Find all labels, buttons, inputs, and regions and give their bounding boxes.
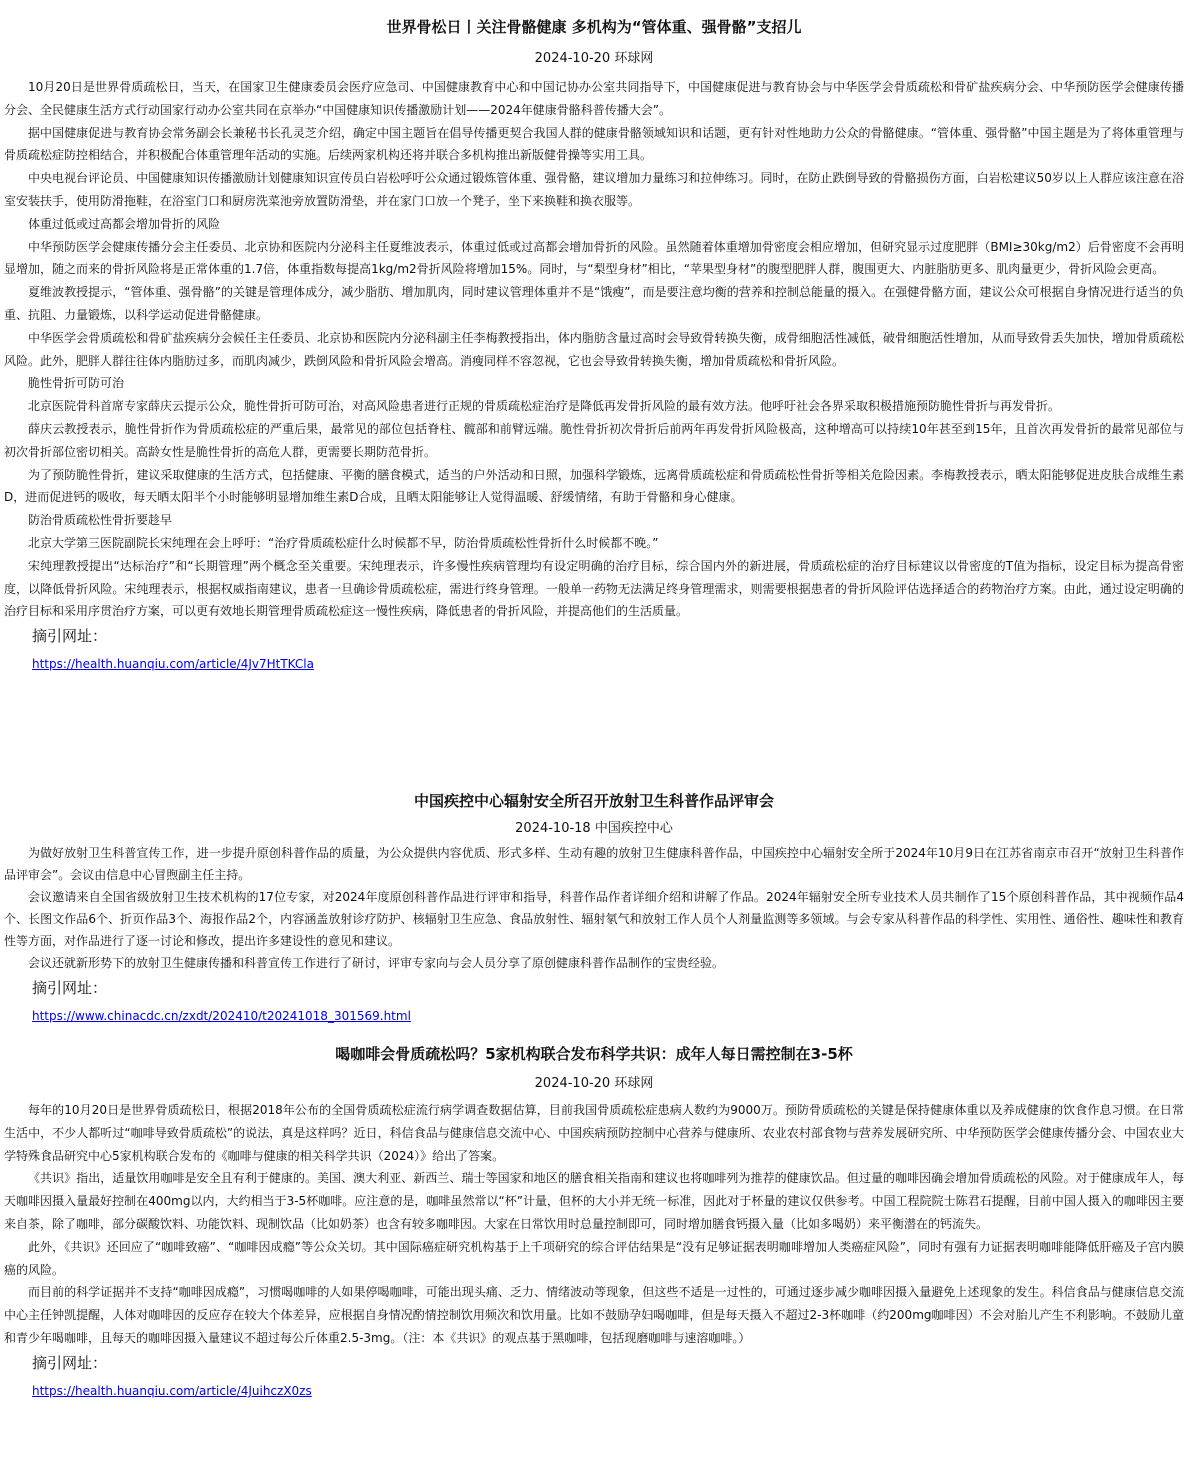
paragraph: 此外，《共识》还回应了“咖啡致癌”、“咖啡因成瘾”等公众关切。其中国际癌症研究机构基于上千项研究的综合评估结果是“没有足够证据表明咖啡增加人类癌症风险”，同时有强有力证据表明咖啡能降低肝癌及子宫内膜癌的风险。: [4, 1239, 1184, 1277]
paragraph: 夏维波教授提示，“管体重、强骨骼”的关键是管理体成分，减少脂肪、增加肌肉，同时建议管理体重并不是“饿瘦”，而是要注意均衡的营养和控制总能量的摄入。在强健骨骼方面，建议公众可根据自身情况进行适当的负重、抗阻、力量锻炼，以科学运动促进骨骼健康。: [4, 285, 1184, 322]
paragraph: 中央电视台评论员、中国健康知识传播激励计划健康知识宣传员白岩松呼吁公众通过锻炼管体重、强骨骼，建议增加力量练习和拉伸练习。同时，在防止跌倒导致的骨骼损伤方面，白岩松建议50岁以上人群应该注意在浴室安装扶手，使用防滑拖鞋，在浴室门口和厨房洗菜池旁放置防滑垫，并在家门口放一个凳子，坐下来换鞋和换衣服等。: [4, 171, 1184, 208]
article-meta: 2024-10-20 环球网: [534, 1076, 654, 1091]
paragraph: 为了预防脆性骨折，建议采取健康的生活方式，包括健康、平衡的膳食模式，适当的户外活动和日照，加强科学锻炼，远离骨质疏松症和骨质疏松性骨折等相关危险因素。李梅教授表示，晒太阳能够促进皮肤合成维生素D，进而促进钙的吸收，每天晒太阳半个小时能够明显增加维生素D合成，且晒太阳能够让人觉得温暖、舒缓情绪，有助于骨骼和身心健康。: [4, 467, 1184, 505]
article-osteoporosis-day: [4, 16, 1184, 675]
article-title: 喝咖啡会骨质疏松吗？5家机构联合发布科学共识：成年人每日需控制在3-5杯: [335, 1045, 853, 1063]
source-link[interactable]: https://health.huanqiu.com/article/4Jv7HtTKCla: [32, 657, 314, 672]
source-label: 摘引网址：: [32, 1353, 108, 1372]
article-meta: 2024-10-18 中国疾控中心: [515, 821, 673, 836]
source-label: 摘引网址：: [32, 979, 108, 997]
paragraph: 为做好放射卫生科普宣传工作，进一步提升原创科普作品的质量，为公众提供内容优质、形式多样、生动有趣的放射卫生健康科普作品，中国疾控中心辐射安全所于2024年10月9日在江苏省南京市召开“放射卫生科普作品评审会”。会议由信息中心冒煦副主任主持。: [4, 846, 1184, 882]
source-link[interactable]: https://www.chinacdc.cn/zxdt/202410/t20241018_301569.html: [32, 1009, 411, 1023]
paragraph: 中华预防医学会健康传播分会主任委员、北京协和医院内分泌科主任夏维波表示，体重过低或过高都会增加骨折的风险。虽然随着体重增加骨密度会相应增加，但研究显示过度肥胖（BMI≥30kg/m2）后骨密度不会再明显增加，随之而来的骨折风险将是正常体重的1.7倍，体重指数每提高1kg/m2骨折风险将增加15%。同时，与“梨型身材”相比，“苹果型身材”的腹型肥胖人群，腹围更大、内脏脂肪更多、肌肉量更少，骨折风险会更高。: [4, 239, 1184, 277]
paragraph: 薛庆云教授表示，脆性骨折作为骨质疏松症的严重后果，最常见的部位包括脊柱、髋部和前臂远端。脆性骨折初次骨折后前两年再发骨折风险极高，这种增高可以持续10年甚至到15年，且首次再发骨折的最常见部位与初次骨折部位密切相关。高龄女性是脆性骨折的高危人群，更需要长期防范骨折。: [4, 421, 1184, 459]
source-label: 摘引网址：: [32, 627, 108, 646]
article-body: [4, 1099, 1184, 1350]
section-heading: 防治骨质疏松性骨折要趁早: [28, 513, 173, 528]
section-heading: 脆性骨折可防可治: [28, 376, 125, 391]
paragraph: 《共识》指出，适量饮用咖啡是安全且有利于健康的。美国、澳大利亚、新西兰、瑞士等国家和地区的膳食相关指南和建议也将咖啡列为推荐的健康饮品。但过量的咖啡因确会增加骨质疏松的风险。对于健康成年人，每天咖啡因摄入量最好控制在400mg以内，大约相当于3-5杯咖啡。应注意的是，咖啡虽然常以“杯”计量，但杯的大小并无统一标准，因此对于杯量的建议仅供参考。中国工程院院士陈君石提醒，目前中国人摄入的咖啡因主要来自茶，除了咖啡，部分碳酸饮料、功能饮料、现制饮品（比如奶茶）也含有较多咖啡因。大家在日常饮用时总量控制即可，同时增加膳食钙摄入量（比如多喝奶）来平衡潜在的钙流失。: [4, 1171, 1184, 1231]
article-cdc-review: [4, 790, 1184, 1027]
paragraph: 而目前的科学证据并不支持“咖啡因成瘾”，习惯喝咖啡的人如果停喝咖啡，可能出现头痛、乏力、情绪波动等现象，但这些不适是一过性的，可通过逐步减少咖啡因摄入量避免上述现象的发生。科信食品与健康信息交流中心主任钟凯提醒，人体对咖啡因的反应存在较大个体差异，应根据自身情况酌情控制饮用频次和饮用量。比如不鼓励孕妇喝咖啡，但是每天摄入不超过2-3杯咖啡（约200mg咖啡因）不会对胎儿产生不利影响。不鼓励儿童和青少年喝咖啡，且每天的咖啡因摄入量建议不超过每公斤体重2.5-3mg。（注：本《共识》的观点基于黑咖啡，包括现磨咖啡与速溶咖啡。）: [4, 1285, 1184, 1345]
paragraph: 会议还就新形势下的放射卫生健康传播和科普宣传工作进行了研讨，评审专家向与会人员分享了原创健康科普作品制作的宝贵经验。: [28, 956, 725, 970]
paragraph: 宋纯理教授提出“达标治疗”和“长期管理”两个概念至关重要。宋纯理表示，许多慢性疾病管理均有设定明确的治疗目标，综合国内外的新进展，骨质疏松症的治疗目标建议以骨密度的T值为指标，设定目标为提高骨密度，以降低骨折风险。宋纯理表示，根据权威指南建议，患者一旦确诊骨质疏松症，需进行终身管理。一般单一药物无法满足终身管理需求，则需要根据患者的骨折风险评估选择适合的药物治疗方案。由此，通过设定明确的治疗目标和采用序贯治疗方案，可以更有效地长期管理骨质疏松症这一慢性疾病，降低患者的骨折风险，并提高他们的生活质量。: [4, 558, 1184, 619]
paragraph: 10月20日是世界骨质疏松日，当天，在国家卫生健康委员会医疗应急司、中国健康教育中心和中国记协办公室共同指导下，中国健康促进与教育协会与中华医学会骨质疏松和骨矿盐疾病分会、中华预防医学会健康传播分会、全民健康生活方式行动国家行动办公室共同在京举办“中国健康知识传播激励计划——2024年健康骨骼科普传播大会”。: [4, 80, 1184, 117]
article-body: [4, 842, 1184, 974]
article-body: [4, 76, 1184, 623]
article-title: 世界骨松日丨关注骨骼健康 多机构为“管体重、强骨骼”支招儿: [386, 18, 802, 36]
paragraph: 北京医院骨科首席专家薛庆云提示公众，脆性骨折可防可治，对高风险患者进行正规的骨质疏松症治疗是降低再发骨折风险的最有效方法。他呼吁社会各界采取积极措施预防脆性骨折与再发骨折。: [28, 399, 1061, 414]
source-link[interactable]: https://health.huanqiu.com/article/4JuihczX0zs: [32, 1383, 312, 1398]
paragraph: 会议邀请来自全国省级放射卫生技术机构的17位专家，对2024年度原创科普作品进行评审和指导，科普作品作者详细介绍和讲解了作品。2024年辐射安全所专业技术人员共制作了15个原创科普作品，其中视频作品4个、长图文作品6个、折页作品3个、海报作品2个，内容涵盖放射诊疗防护、核辐射卫生应急、食品放射性、辐射氡气和放射工作人员个人剂量监测等多领域。与会专家从科普作品的科学性、实用性、通俗性、趣味性和教育性等方面，对作品进行了逐一讨论和修改，提出许多建设性的意见和建议。: [4, 890, 1184, 948]
paragraph: 北京大学第三医院副院长宋纯理在会上呼吁：“治疗骨质疏松症什么时候都不早，防治骨质疏松性骨折什么时候都不晚。”: [28, 535, 659, 550]
article-meta: 2024-10-20 环球网: [534, 51, 654, 66]
section-heading: 体重过低或过高都会增加骨折的风险: [28, 216, 221, 231]
paragraph: 中华医学会骨质疏松和骨矿盐疾病分会候任主任委员、北京协和医院内分泌科副主任李梅教授指出，体内脂肪含量过高时会导致骨转换失衡，成骨细胞活性减低，破骨细胞活性增加，从而导致骨丢失加快，增加骨质疏松风险。此外，肥胖人群往往体内脂肪过多，而肌肉减少，跌倒风险和骨折风险会增高。消瘦同样不容忽视，它也会导致骨转换失衡，增加骨质疏松和骨折风险。: [4, 330, 1184, 368]
paragraph: 每年的10月20日是世界骨质疏松日，根据2018年公布的全国骨质疏松症流行病学调查数据估算，目前我国骨质疏松症患病人数约为9000万。预防骨质疏松的关键是保持健康体重以及养成健康的饮食作息习惯。在日常生活中，不少人都听过“咖啡导致骨质疏松”的说法，真是这样吗？近日，科信食品与健康信息交流中心、中国疾病预防控制中心营养与健康所、农业农村部食物与营养发展研究所、中华预防医学会健康传播分会、中国农业大学特殊食品研究中心5家机构联合发布的《咖啡与健康的相关科学共识（2024）》给出了答案。: [4, 1103, 1184, 1163]
paragraph: 据中国健康促进与教育协会常务副会长兼秘书长孔灵芝介绍，确定中国主题旨在倡导传播更契合我国人群的健康骨骼领域知识和话题，更有针对性地助力公众的骨骼健康。“管体重、强骨骼”中国主题是为了将体重管理与骨质疏松症防控相结合，并积极配合体重管理年活动的实施。后续两家机构还将并联合多机构推出新版健骨操等实用工具。: [4, 125, 1184, 163]
article-coffee-consensus: [4, 1043, 1184, 1402]
article-title: 中国疾控中心辐射安全所召开放射卫生科普作品评审会: [413, 792, 774, 810]
